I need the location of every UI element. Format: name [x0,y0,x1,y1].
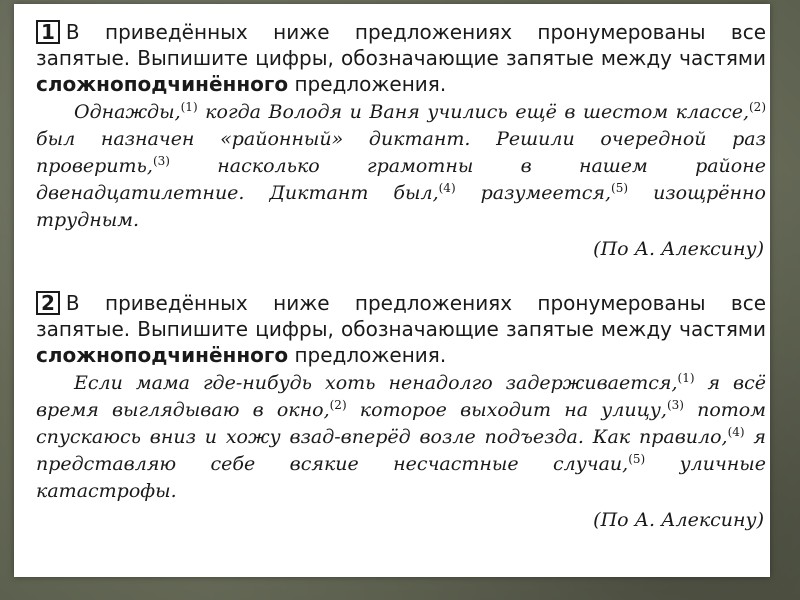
text-fragment: потом спускаюсь вниз и хожу взад-вперёд возле подъезда. Как правило, [36,399,766,448]
task-1-instruction-start: В приведённых ниже предложениях пронумерованы все запятые. Выпишите цифры, обозначающие запятые между частями [36,20,766,70]
task-1 [36,19,766,260]
source-citation: (По А. Алексину) [593,238,764,260]
task-1-number: 1 [36,20,60,44]
task-1-source [36,238,766,260]
text-fragment: насколько грамотны в нашем районе двенадцатилетние. Диктант был, [36,155,766,204]
task-2-instruction-start: В приведённых ниже предложениях пронумерованы все запятые. Выпишите цифры, обозначающие запятые между частями [36,291,766,341]
text-fragment: Однажды, [74,101,181,123]
comma-number: (2) [749,100,766,114]
text-fragment: разумеется, [455,182,612,204]
task-1-instruction-end: предложения. [288,72,447,96]
comma-number: (1) [180,100,198,114]
comma-number: (1) [677,371,695,385]
comma-number: (4) [727,425,745,439]
task-1-text [36,99,766,234]
comma-number: (4) [438,181,456,195]
text-fragment: был назначен «районный» диктант. Решили очередной раз проверить, [36,128,766,177]
comma-number: (3) [152,154,170,168]
text-fragment: Если мама где-нибудь хоть ненадолго задерживается, [74,372,678,394]
task-1-instruction [36,19,766,97]
comma-number: (5) [628,452,646,466]
comma-number: (5) [611,181,629,195]
comma-number: (3) [666,398,684,412]
text-fragment: я представляю себе всякие несчастные случаи, [36,426,766,475]
task-2 [36,290,766,531]
task-2-instruction-end: предложения. [288,343,447,367]
task-2-instruction-bold: сложноподчинённого [36,343,289,367]
task-2-source [36,509,766,531]
text-fragment: когда Володя и Ваня учились ещё в шестом классе, [197,101,749,123]
task-2-text [36,370,766,505]
task-2-number: 2 [36,291,60,315]
source-citation: (По А. Алексину) [593,509,764,531]
text-fragment: изощрённо трудным. [36,182,766,231]
comma-number: (2) [329,398,347,412]
task-2-instruction [36,290,766,368]
worksheet-page [14,4,770,577]
task-1-instruction-bold: сложноподчинённого [36,72,289,96]
text-fragment: уличные катастрофы. [36,453,766,502]
text-fragment: я всё время выглядываю в окно, [36,372,766,421]
text-fragment: которое выходит на улицу, [346,399,667,421]
